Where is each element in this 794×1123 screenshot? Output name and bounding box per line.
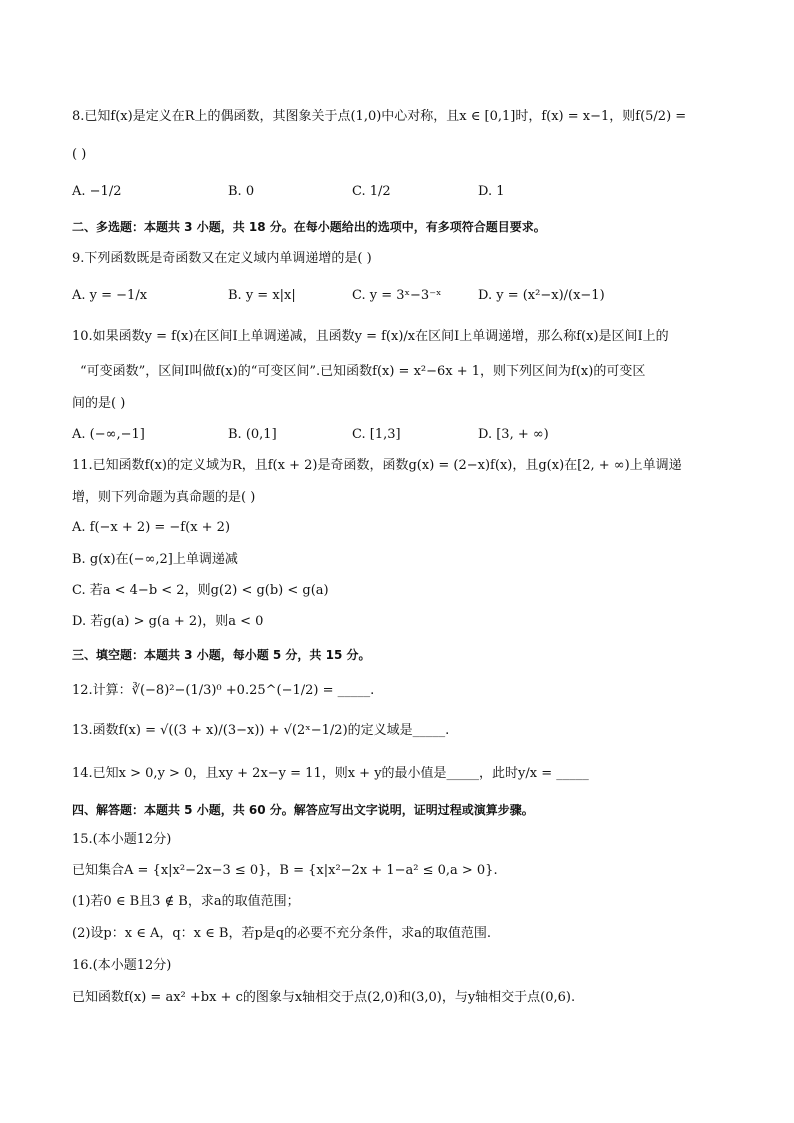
q8-option-b: B. 0 — [228, 184, 255, 199]
q10-option-c: C. [1,3] — [352, 427, 401, 442]
q10-stem-line2: “可变函数”，区间I叫做f(x)的“可变区间”.已知函数f(x) = x²−6x + 1，则下列区间为f(x)的可变区 — [80, 364, 646, 379]
q16-heading: 16.(本小题12分) — [72, 958, 172, 973]
section-3-heading: 三、填空题：本题共 3 小题，每小题 5 分，共 15 分。 — [72, 648, 371, 662]
q11-option-a: A. f(−x + 2) = −f(x + 2) — [72, 520, 231, 535]
q8-bracket: ( ) — [72, 147, 87, 162]
q8-option-d: D. 1 — [478, 184, 505, 199]
q12-stem: 12.计算：∛(−8)²−(1/3)⁰ +0.25^(−1/2) = _____. — [72, 683, 375, 698]
q10-stem-line3: 间的是( ) — [72, 396, 126, 411]
q9-option-c: C. y = 3ˣ−3⁻ˣ — [352, 288, 442, 303]
q8-option-a: A. −1/2 — [72, 184, 122, 199]
q8-option-c: C. 1/2 — [352, 184, 391, 199]
q11-option-d: D. 若g(a) > g(a + 2)，则a < 0 — [72, 614, 264, 629]
q15-part1: (1)若0 ∈ B且3 ∉ B，求a的取值范围； — [72, 894, 300, 909]
q10-option-a: A. (−∞,−1] — [72, 427, 145, 442]
q11-stem-line2: 增，则下列命题为真命题的是( ) — [72, 490, 256, 505]
q13-stem: 13.函数f(x) = √((3 + x)/(3−x)) + √(2ˣ−1/2)的定义域是_____. — [72, 723, 450, 738]
q9-option-a: A. y = −1/x — [72, 288, 148, 303]
q10-option-d: D. [3, + ∞) — [478, 427, 549, 442]
section-2-heading: 二、多选题：本题共 3 小题，共 18 分。在每小题给出的选项中，有多项符合题目要求。 — [72, 220, 546, 234]
q16-stem: 已知函数f(x) = ax² +bx + c的图象与x轴相交于点(2,0)和(3,0)，与y轴相交于点(0,6). — [72, 990, 576, 1005]
q10-option-b: B. (0,1] — [228, 427, 277, 442]
q11-stem-line1: 11.已知函数f(x)的定义域为R，且f(x + 2)是奇函数，函数g(x) = (2−x)f(x)，且g(x)在[2, + ∞)上单调递 — [72, 458, 682, 473]
section-4-heading: 四、解答题：本题共 5 小题，共 60 分。解答应写出文字说明，证明过程或演算步骤。 — [72, 803, 534, 817]
q9-option-d: D. y = (x²−x)/(x−1) — [478, 288, 605, 303]
q9-option-b: B. y = x|x| — [228, 288, 296, 303]
q10-stem-line1: 10.如果函数y = f(x)在区间I上单调递减，且函数y = f(x)/x在区间I上单调递增，那么称f(x)是区间I上的 — [72, 329, 669, 344]
q14-stem: 14.已知x > 0,y > 0，且xy + 2x−y = 11，则x + y的最小值是_____，此时y/x = _____ — [72, 766, 589, 781]
q11-option-c: C. 若a < 4−b < 2，则g(2) < g(b) < g(a) — [72, 583, 329, 598]
q15-part2: (2)设p：x ∈ A，q：x ∈ B，若p是q的必要不充分条件，求a的取值范围. — [72, 926, 491, 941]
q11-option-b: B. g(x)在(−∞,2]上单调递减 — [72, 552, 238, 567]
q15-stem: 已知集合A = {x|x²−2x−3 ≤ 0}，B = {x|x²−2x + 1−a² ≤ 0,a > 0}. — [72, 863, 498, 878]
q9-stem: 9.下列函数既是奇函数又在定义域内单调递增的是( ) — [72, 251, 372, 266]
q15-heading: 15.(本小题12分) — [72, 832, 172, 847]
q8-stem: 8.已知f(x)是定义在R上的偶函数，其图象关于点(1,0)中心对称，且x ∈ [0,1]时，f(x) = x−1，则f(5/2) = — [72, 109, 687, 124]
